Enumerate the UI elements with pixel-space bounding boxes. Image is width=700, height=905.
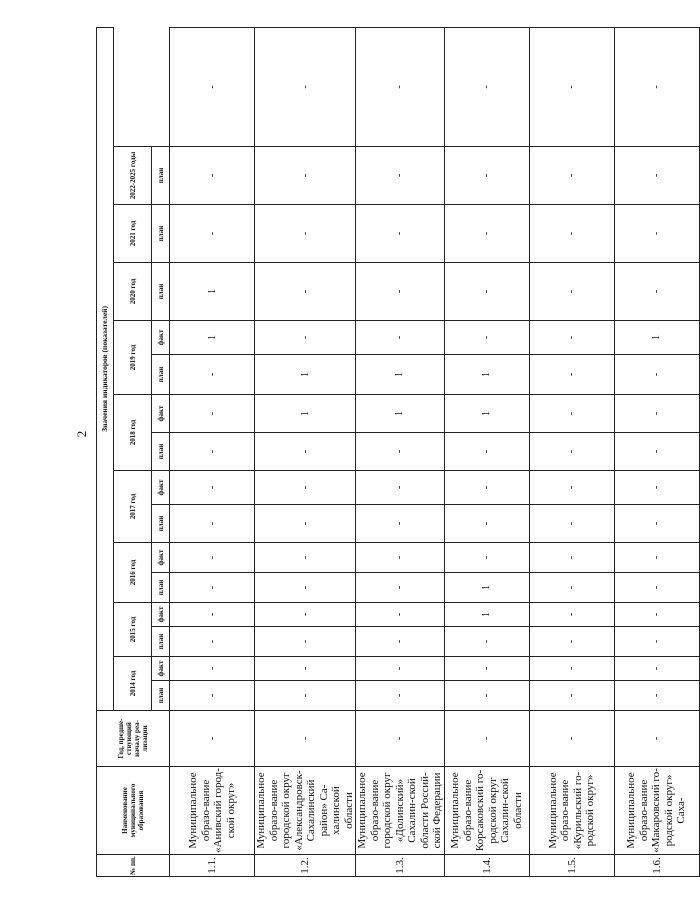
indicator-value: - <box>170 711 255 767</box>
indicator-value: - <box>529 355 614 395</box>
header-fact: факт <box>152 471 170 505</box>
indicator-value: - <box>614 263 699 321</box>
header-year-prev: Год, предше-ствующий началу реа-лизации <box>97 711 170 767</box>
indicator-value: - <box>356 603 445 627</box>
indicator-value: - <box>356 681 445 711</box>
header-plan: план <box>152 205 170 263</box>
indicator-value: - <box>614 573 699 603</box>
indicator-value: - <box>170 573 255 603</box>
indicators-table <box>96 27 700 877</box>
municipality-name: Муниципальное образо-вание городской округ «Александровск-Сахалинский район» Са-халинской области <box>255 767 356 855</box>
header-fact: факт <box>152 395 170 433</box>
indicator-value: - <box>614 205 699 263</box>
municipality-name: Муниципальное образо-вание городской округ «Долинский» Сахалин-ской области Россий-ской Федерации <box>356 767 445 855</box>
rotated-page <box>96 33 688 877</box>
header-year: 2021 год <box>114 205 152 263</box>
indicator-value: - <box>255 603 356 627</box>
header-plan: план <box>152 681 170 711</box>
indicator-value: - <box>614 681 699 711</box>
indicator-value: - <box>170 543 255 573</box>
indicator-value: - <box>170 27 255 146</box>
table-row <box>529 27 614 876</box>
indicator-value: - <box>444 681 529 711</box>
indicator-value: - <box>614 147 699 205</box>
indicator-value: - <box>356 505 445 543</box>
header-plan: план <box>152 263 170 321</box>
indicator-value: - <box>529 471 614 505</box>
indicator-value: - <box>255 321 356 355</box>
indicator-value: - <box>170 681 255 711</box>
indicator-value: - <box>356 543 445 573</box>
row-number: 1.3. <box>356 855 445 877</box>
header-plan: план <box>152 627 170 657</box>
indicator-value: - <box>614 395 699 433</box>
indicator-value: - <box>444 543 529 573</box>
header-year: 2014 год <box>114 657 152 711</box>
indicator-value: - <box>356 471 445 505</box>
indicator-value: - <box>529 395 614 433</box>
indicator-value: - <box>444 433 529 471</box>
indicator-value: - <box>255 657 356 681</box>
indicator-value: - <box>170 657 255 681</box>
header-year: 2016 год <box>114 543 152 603</box>
indicator-value: 1 <box>444 395 529 433</box>
row-number: 1.2. <box>255 855 356 877</box>
row-number: 1.6. <box>614 855 699 877</box>
table-row <box>444 27 529 876</box>
table-row <box>614 27 699 876</box>
indicator-value: 1 <box>444 603 529 627</box>
row-number: 1.1. <box>170 855 255 877</box>
indicator-value: - <box>356 321 445 355</box>
indicator-value: - <box>356 573 445 603</box>
header-indicators: Значения индикаторов (показателей) <box>97 27 114 710</box>
page-number: 2 <box>74 430 89 438</box>
indicator-value: - <box>356 205 445 263</box>
indicator-value: - <box>529 27 614 146</box>
header-num: № пп. <box>97 855 170 877</box>
indicator-value: - <box>255 471 356 505</box>
table-row <box>170 27 255 876</box>
indicator-value: - <box>444 471 529 505</box>
indicator-value: - <box>255 627 356 657</box>
indicator-value: - <box>529 147 614 205</box>
indicator-value: - <box>170 355 255 395</box>
indicator-value: - <box>255 505 356 543</box>
indicator-value: - <box>529 573 614 603</box>
indicator-value: - <box>356 711 445 767</box>
indicator-value: - <box>356 657 445 681</box>
header-fact: факт <box>152 321 170 355</box>
indicator-value: - <box>529 681 614 711</box>
indicator-value: - <box>614 355 699 395</box>
indicator-value: 1 <box>356 355 445 395</box>
header-fact: факт <box>152 543 170 573</box>
indicator-value: - <box>170 627 255 657</box>
indicator-value: - <box>529 321 614 355</box>
indicator-value: - <box>529 603 614 627</box>
header-name: Наименование муниципального образования <box>97 767 170 855</box>
municipality-name: Муниципальное образо-вание «Курильский го-родской округ» <box>529 767 614 855</box>
indicator-value: - <box>170 433 255 471</box>
indicator-value: - <box>255 543 356 573</box>
header-year: 2015 год <box>114 603 152 657</box>
indicator-value: - <box>614 627 699 657</box>
indicator-value: - <box>614 657 699 681</box>
table-row <box>255 27 356 876</box>
table-row <box>356 27 445 876</box>
municipality-name: Муниципальное образо-вание «Макаровский го-родской округ» Саха- <box>614 767 699 855</box>
indicator-value: - <box>444 321 529 355</box>
indicator-value: - <box>529 433 614 471</box>
indicator-value: - <box>356 433 445 471</box>
indicator-value: 1 <box>444 355 529 395</box>
indicator-value: - <box>529 657 614 681</box>
header-fact: факт <box>152 603 170 627</box>
indicator-value: - <box>356 27 445 146</box>
indicator-value: - <box>529 205 614 263</box>
municipality-name: Муниципальное образо-вание Корсаковский го-родской округ Сахалин-ской области <box>444 767 529 855</box>
header-plan: план <box>152 147 170 205</box>
indicator-value: - <box>255 263 356 321</box>
indicator-value: - <box>444 147 529 205</box>
indicator-value: - <box>255 681 356 711</box>
indicator-value: - <box>356 627 445 657</box>
municipality-name: Муниципальное образо-вание «Анивский город-ской округ» <box>170 767 255 855</box>
indicator-value: 1 <box>444 573 529 603</box>
indicator-value: 1 <box>255 395 356 433</box>
header-year: 2017 год <box>114 471 152 543</box>
indicator-value: 1 <box>170 321 255 355</box>
header-year: 2018 год <box>114 395 152 471</box>
header-fact: факт <box>152 657 170 681</box>
indicator-value: 1 <box>356 395 445 433</box>
indicator-value: - <box>444 627 529 657</box>
indicator-value: - <box>170 147 255 205</box>
header-year: 2020 год <box>114 263 152 321</box>
row-number: 1.5. <box>529 855 614 877</box>
indicator-value: - <box>614 505 699 543</box>
indicator-value: - <box>444 657 529 681</box>
indicator-value: - <box>614 543 699 573</box>
indicator-value: - <box>356 147 445 205</box>
indicator-value: - <box>170 395 255 433</box>
row-number: 1.4. <box>444 855 529 877</box>
indicator-value: - <box>529 505 614 543</box>
indicator-value: - <box>170 205 255 263</box>
indicator-value: - <box>614 603 699 627</box>
indicator-value: - <box>614 27 699 146</box>
indicator-value: - <box>529 543 614 573</box>
indicator-value: - <box>170 471 255 505</box>
indicator-value: - <box>444 205 529 263</box>
indicator-value: - <box>444 27 529 146</box>
header-year: 2019 год <box>114 321 152 395</box>
indicator-value: - <box>255 205 356 263</box>
indicator-value: - <box>255 433 356 471</box>
indicator-value: - <box>529 627 614 657</box>
indicator-value: - <box>444 263 529 321</box>
indicator-value: - <box>170 603 255 627</box>
indicator-value: - <box>255 147 356 205</box>
header-plan: план <box>152 433 170 471</box>
indicator-value: - <box>356 263 445 321</box>
indicator-value: 1 <box>170 263 255 321</box>
indicator-value: 1 <box>614 321 699 355</box>
indicator-value: 1 <box>255 355 356 395</box>
indicator-value: - <box>529 263 614 321</box>
indicator-value: - <box>614 471 699 505</box>
indicator-value: - <box>444 711 529 767</box>
indicator-value: - <box>614 433 699 471</box>
indicator-value: - <box>255 27 356 146</box>
header-plan: план <box>152 505 170 543</box>
header-plan: план <box>152 355 170 395</box>
header-plan: план <box>152 573 170 603</box>
indicator-value: - <box>614 711 699 767</box>
indicator-value: - <box>255 573 356 603</box>
header-year: 2022-2025 годы <box>114 147 152 205</box>
indicator-value: - <box>255 711 356 767</box>
indicator-value: - <box>444 505 529 543</box>
indicator-value: - <box>170 505 255 543</box>
indicator-value: - <box>529 711 614 767</box>
